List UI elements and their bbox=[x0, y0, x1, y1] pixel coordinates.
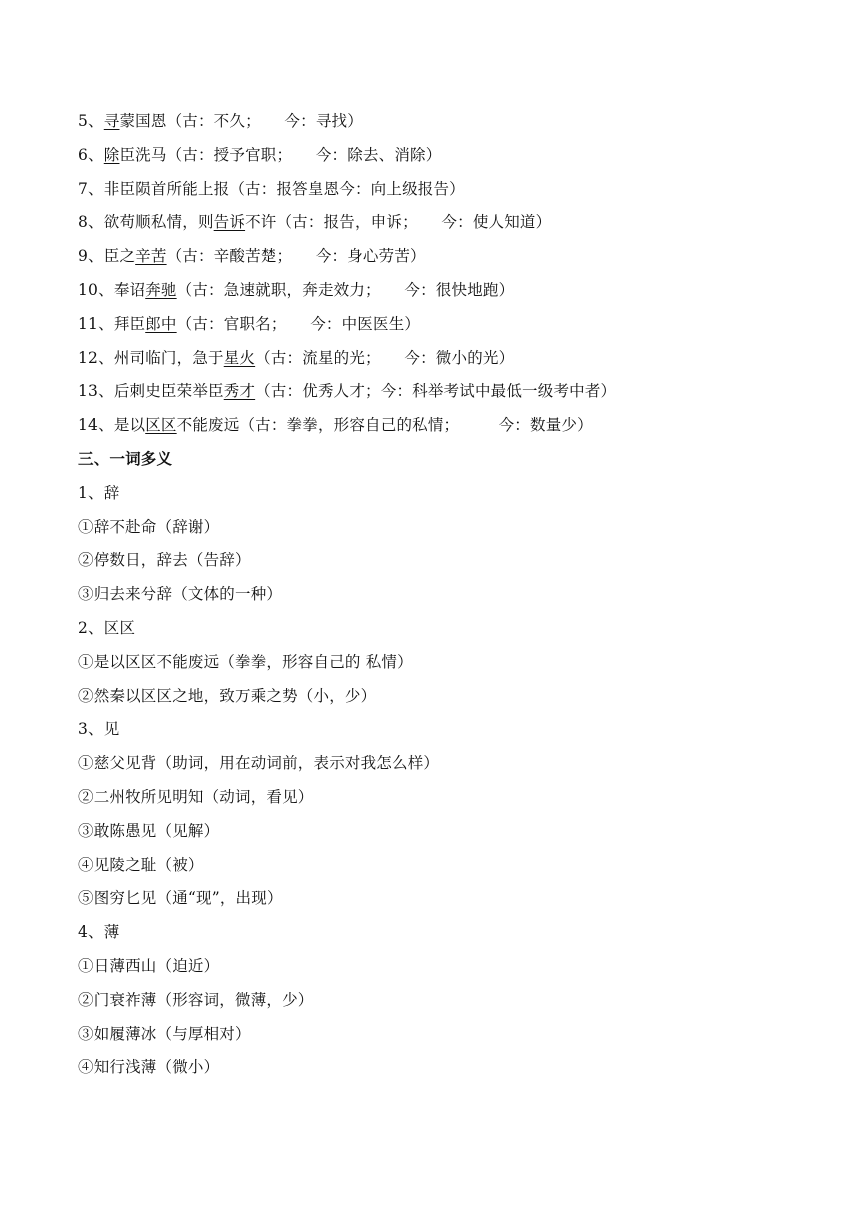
polysemy-word-heading: 1、辞 bbox=[78, 483, 120, 502]
polysemy-word-heading: 2、区区 bbox=[78, 618, 136, 637]
underlined-word: 星火 bbox=[223, 348, 256, 367]
archaic-modern-item-8: 8、欲苟顺私情，则告诉不许（古：报告，申诉； 今：使人知道） bbox=[78, 213, 552, 232]
polysemy-example: ②门衰祚薄（形容词，微薄，少） bbox=[78, 990, 314, 1009]
polysemy-example: ⑤图穷匕见（通“现”，出现） bbox=[78, 889, 283, 908]
underlined-word: 郎中 bbox=[145, 314, 177, 333]
polysemy-example: ①是以区区不能废远（拳拳，形容自己的 私情） bbox=[78, 652, 413, 671]
polysemy-example: ③敢陈愚见（见解） bbox=[78, 821, 220, 840]
underlined-word: 除 bbox=[103, 145, 120, 164]
archaic-modern-item-11: 11、拜臣郎中（古：官职名； 今：中医医生） bbox=[78, 314, 421, 333]
underlined-word: 寻 bbox=[103, 112, 120, 130]
archaic-modern-item-14: 14、是以区区不能废远（古：拳拳，形容自己的私情； 今：数量少） bbox=[78, 416, 593, 435]
polysemy-example: ②停数日，辞去（告辞） bbox=[78, 551, 251, 570]
underlined-word: 告诉 bbox=[213, 213, 246, 232]
underlined-word: 辛苦 bbox=[135, 247, 167, 266]
archaic-modern-item-10: 10、奉诏奔驰（古：急速就职，奔走效力； 今：很快地跑） bbox=[78, 280, 515, 299]
polysemy-example: ④见陵之耻（被） bbox=[78, 855, 204, 874]
polysemy-example: ①日薄西山（迫近） bbox=[78, 956, 220, 975]
polysemy-word-heading: 3、见 bbox=[78, 720, 120, 739]
section-heading: 三、一词多义 bbox=[78, 449, 173, 468]
polysemy-example: ①辞不赴命（辞谢） bbox=[78, 517, 220, 536]
archaic-modern-item-7: 7、非臣陨首所能上报（古：报答皇恩今：向上级报告） bbox=[78, 179, 465, 198]
underlined-word: 秀才 bbox=[223, 382, 256, 401]
underlined-word: 奔驰 bbox=[145, 280, 177, 299]
polysemy-example: ①慈父见背（助词，用在动词前，表示对我怎么样） bbox=[78, 754, 440, 773]
polysemy-example: ③归去来兮辞（文体的一种） bbox=[78, 585, 283, 604]
archaic-modern-item-12: 12、州司临门，急于星火（古：流星的光； 今：微小的光） bbox=[78, 348, 515, 367]
document-page bbox=[78, 108, 838, 1088]
polysemy-example: ④知行浅薄（微小） bbox=[78, 1058, 220, 1077]
polysemy-word-heading: 4、薄 bbox=[78, 923, 120, 942]
polysemy-example: ②然秦以区区之地，致万乘之势（小，少） bbox=[78, 686, 377, 705]
archaic-modern-item-9: 9、臣之辛苦（古：辛酸苦楚； 今：身心劳苦） bbox=[78, 247, 426, 266]
polysemy-example: ②二州牧所见明知（动词，看见） bbox=[78, 787, 314, 806]
underlined-word: 区区 bbox=[145, 416, 177, 435]
archaic-modern-item-6: 6、除臣洗马（古：授予官职； 今：除去、消除） bbox=[78, 145, 442, 164]
polysemy-example: ③如履薄冰（与厚相对） bbox=[78, 1024, 251, 1043]
archaic-modern-item-5: 5、寻蒙国恩（古：不久； 今：寻找） bbox=[78, 112, 363, 130]
archaic-modern-item-13: 13、后刺史臣荣举臣秀才（古：优秀人才；今：科举考试中最低一级考中者） bbox=[78, 382, 617, 401]
